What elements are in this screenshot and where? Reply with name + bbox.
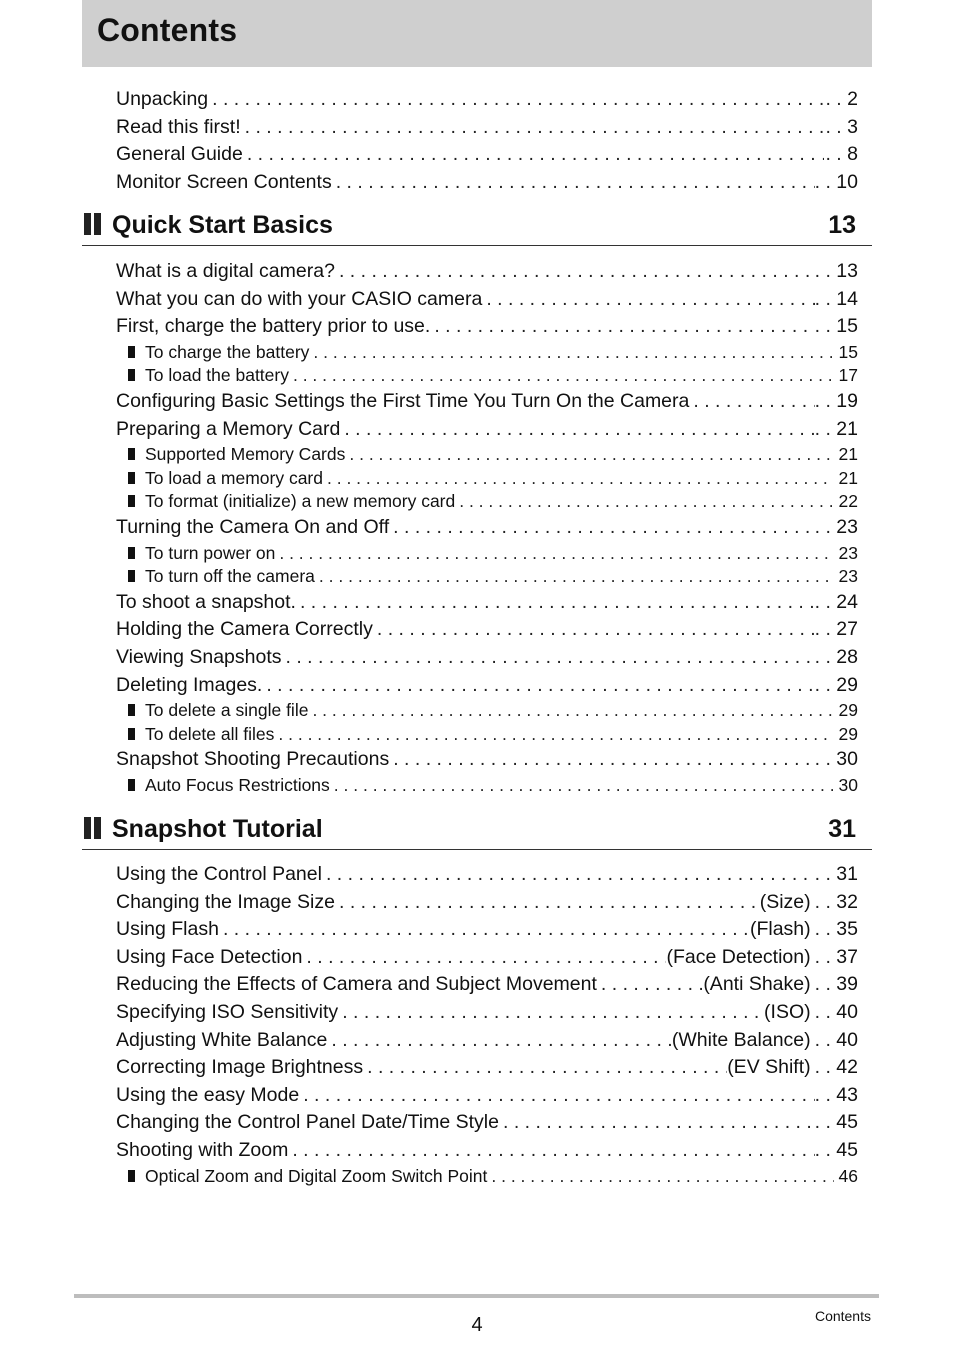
footer-section-label: Contents bbox=[814, 1308, 871, 1324]
toc-entry-title: Optical Zoom and Digital Zoom Switch Point bbox=[145, 1165, 488, 1186]
toc-entry-title: To shoot a snapshot. bbox=[116, 590, 296, 613]
section-header-quick-start-basics[interactable] bbox=[82, 211, 872, 246]
toc-entry-page: . . 29 bbox=[815, 672, 858, 700]
toc-entry-page: . . 15 bbox=[815, 313, 858, 341]
bullet-icon bbox=[128, 570, 135, 582]
toc-entry-note: (Face Detection) bbox=[666, 945, 811, 968]
toc-entry-note: (Size) bbox=[759, 890, 811, 913]
toc-entry-page: 21 bbox=[838, 467, 858, 488]
toc-entry-title: Specifying ISO Sensitivity bbox=[116, 1000, 339, 1023]
toc-entry-title: To delete all files bbox=[145, 723, 275, 744]
toc-entry[interactable] bbox=[116, 999, 858, 1027]
bullet-icon bbox=[128, 1170, 135, 1182]
dot-leader bbox=[487, 1165, 834, 1189]
toc-entry-title: Changing the Image Size bbox=[116, 890, 335, 913]
snapshot-tutorial-toc-list bbox=[116, 861, 858, 1188]
toc-entry-page: . . 32 bbox=[815, 889, 858, 917]
bullet-icon bbox=[128, 779, 135, 791]
toc-entry[interactable] bbox=[116, 1137, 858, 1165]
section-title: Quick Start Basics bbox=[112, 211, 333, 239]
section-marker-icon bbox=[84, 817, 102, 839]
dot-leader bbox=[389, 746, 814, 774]
intro-toc-list bbox=[116, 86, 858, 196]
toc-entry[interactable] bbox=[116, 514, 858, 542]
toc-entry-title: Auto Focus Restrictions bbox=[145, 774, 330, 795]
footer-page-number: 4 bbox=[471, 1314, 483, 1336]
toc-entry[interactable] bbox=[116, 589, 858, 617]
toc-entry-page: . . 31 bbox=[815, 861, 858, 889]
toc-entry-note: (ISO) bbox=[764, 1000, 811, 1023]
dot-leader bbox=[345, 443, 834, 467]
toc-entry-title: To format (initialize) a new memory card bbox=[145, 491, 456, 512]
toc-entry[interactable] bbox=[116, 169, 858, 197]
bullet-icon bbox=[128, 369, 135, 381]
toc-entry[interactable] bbox=[116, 416, 858, 444]
toc-entry-page: . . 35 bbox=[815, 916, 858, 944]
toc-entry-title: To load the battery bbox=[145, 365, 289, 386]
toc-entry-title: To turn power on bbox=[145, 542, 276, 563]
toc-entry-title: What you can do with your CASIO camera bbox=[116, 287, 483, 310]
toc-entry-title: Correcting Image Brightness bbox=[116, 1056, 364, 1079]
toc-entry-page: 22 bbox=[838, 491, 858, 512]
toc-entry[interactable] bbox=[116, 889, 858, 917]
toc-entry-note: (Anti Shake) bbox=[703, 973, 811, 996]
dot-leader bbox=[296, 589, 815, 617]
dot-leader bbox=[275, 542, 834, 566]
toc-entry-page: 29 bbox=[838, 700, 858, 721]
toc-entry[interactable] bbox=[116, 672, 858, 700]
toc-entry-page: 23 bbox=[838, 542, 858, 563]
section-title: Snapshot Tutorial bbox=[112, 815, 323, 843]
dot-leader bbox=[274, 723, 834, 747]
toc-entry-title: Preparing a Memory Card bbox=[116, 417, 341, 440]
toc-entry-page: . . 28 bbox=[815, 644, 858, 672]
toc-entry[interactable] bbox=[116, 114, 858, 142]
toc-entry[interactable] bbox=[116, 258, 858, 286]
toc-entry[interactable] bbox=[116, 313, 858, 341]
toc-entry[interactable] bbox=[116, 86, 858, 114]
bullet-icon bbox=[128, 547, 135, 559]
toc-entry-page: 29 bbox=[838, 723, 858, 744]
toc-entry[interactable] bbox=[116, 944, 858, 972]
toc-entry[interactable] bbox=[116, 1027, 858, 1055]
toc-entry-title: Using Face Detection bbox=[116, 945, 303, 968]
toc-entry-page: . . 23 bbox=[815, 514, 858, 542]
dot-leader bbox=[335, 258, 815, 286]
toc-entry-page: . . 40 bbox=[815, 999, 858, 1027]
section-page-number: 13 bbox=[828, 211, 856, 239]
dot-leader bbox=[241, 114, 824, 142]
toc-entry-page: . . 24 bbox=[815, 589, 858, 617]
dot-leader bbox=[315, 565, 834, 589]
toc-entry-title: First, charge the battery prior to use. bbox=[116, 315, 431, 338]
toc-entry-page: 17 bbox=[838, 365, 858, 386]
dot-leader bbox=[288, 1137, 814, 1165]
toc-entry-page: . . 45 bbox=[815, 1137, 858, 1165]
toc-entry[interactable] bbox=[116, 971, 858, 999]
dot-leader bbox=[219, 916, 750, 944]
dot-leader bbox=[340, 416, 814, 444]
toc-entry-page: . . 10 bbox=[815, 169, 858, 197]
dot-leader bbox=[323, 467, 834, 491]
bullet-icon bbox=[128, 728, 135, 740]
toc-entry-page: . . 21 bbox=[815, 416, 858, 444]
toc-entry-title: Monitor Screen Contents bbox=[116, 170, 332, 193]
toc-entry-title: To delete a single file bbox=[145, 700, 309, 721]
toc-entry-title: Unpacking bbox=[116, 88, 209, 110]
dot-leader bbox=[302, 944, 666, 972]
bullet-icon bbox=[128, 472, 135, 484]
toc-entry-title: Viewing Snapshots bbox=[116, 645, 282, 668]
toc-entry[interactable] bbox=[116, 861, 858, 889]
toc-subentry[interactable] bbox=[116, 443, 858, 467]
toc-subentry[interactable] bbox=[116, 1165, 858, 1189]
toc-entry-title: Supported Memory Cards bbox=[145, 444, 346, 465]
bullet-icon bbox=[128, 346, 135, 358]
toc-entry-page: . . 39 bbox=[815, 971, 858, 999]
toc-entry-page: . . 45 bbox=[815, 1109, 858, 1137]
toc-entry-page: . . 40 bbox=[815, 1027, 858, 1055]
dot-leader bbox=[335, 889, 760, 917]
dot-leader bbox=[455, 490, 834, 514]
dot-leader bbox=[689, 388, 814, 416]
toc-entry-page: . . 30 bbox=[815, 746, 858, 774]
toc-entry[interactable] bbox=[116, 616, 858, 644]
toc-entry-page: 15 bbox=[838, 341, 858, 362]
bullet-icon bbox=[128, 704, 135, 716]
toc-subentry[interactable] bbox=[116, 341, 858, 365]
toc-entry-title: To turn off the camera bbox=[145, 566, 315, 587]
dot-leader bbox=[282, 644, 815, 672]
toc-subentry[interactable] bbox=[116, 364, 858, 388]
dot-leader bbox=[299, 1082, 814, 1110]
toc-entry[interactable] bbox=[116, 1109, 858, 1137]
section-header-snapshot-tutorial[interactable] bbox=[82, 815, 872, 850]
toc-entry-title: Read this first! bbox=[116, 115, 241, 138]
dot-leader bbox=[327, 1027, 672, 1055]
toc-entry-title: Deleting Images. bbox=[116, 673, 263, 696]
toc-entry-title: What is a digital camera? bbox=[116, 260, 335, 282]
toc-entry[interactable] bbox=[116, 1054, 858, 1082]
toc-entry-page: 23 bbox=[838, 566, 858, 587]
dot-leader bbox=[243, 141, 824, 169]
toc-entry-title: Using Flash bbox=[116, 918, 219, 941]
toc-entry[interactable] bbox=[116, 746, 858, 774]
toc-entry-page: . . 8 bbox=[824, 141, 858, 169]
toc-entry-title: Shooting with Zoom bbox=[116, 1138, 289, 1161]
dot-leader bbox=[597, 971, 703, 999]
toc-entry-note: (White Balance) bbox=[671, 1028, 811, 1051]
footer-divider bbox=[74, 1294, 879, 1298]
quick-start-basics-toc-list bbox=[116, 258, 858, 797]
dot-leader bbox=[208, 86, 824, 114]
dot-leader bbox=[373, 616, 815, 644]
toc-subentry[interactable] bbox=[116, 490, 858, 514]
bullet-icon bbox=[128, 495, 135, 507]
toc-entry-page: . . 27 bbox=[815, 616, 858, 644]
dot-leader bbox=[363, 1054, 727, 1082]
toc-entry-title: General Guide bbox=[116, 143, 243, 166]
dot-leader bbox=[289, 364, 834, 388]
toc-entry-page: 46 bbox=[838, 1165, 858, 1186]
page-title: Contents bbox=[97, 12, 238, 48]
toc-entry-title: To load a memory card bbox=[145, 467, 323, 488]
toc-entry[interactable] bbox=[116, 286, 858, 314]
toc-entry-page: . . 42 bbox=[815, 1054, 858, 1082]
toc-entry-page: . . 13 bbox=[815, 258, 858, 286]
dot-leader bbox=[332, 169, 815, 197]
dot-leader bbox=[338, 999, 764, 1027]
toc-entry-title: Turning the Camera On and Off bbox=[116, 515, 390, 538]
toc-entry-page: . . 43 bbox=[815, 1082, 858, 1110]
dot-leader bbox=[482, 286, 814, 314]
page-title-bar bbox=[82, 0, 872, 67]
toc-entry-title: Adjusting White Balance bbox=[116, 1028, 328, 1051]
toc-entry-page: 21 bbox=[838, 444, 858, 465]
toc-subentry[interactable] bbox=[116, 467, 858, 491]
toc-entry[interactable] bbox=[116, 916, 858, 944]
toc-subentry[interactable] bbox=[116, 774, 858, 798]
dot-leader bbox=[430, 313, 814, 341]
toc-entry[interactable] bbox=[116, 1082, 858, 1110]
toc-entry-page: . . 19 bbox=[815, 388, 858, 416]
dot-leader bbox=[322, 861, 815, 889]
toc-entry-page: . . 37 bbox=[815, 944, 858, 972]
toc-entry-page: . . 3 bbox=[824, 114, 858, 142]
toc-entry-title: Using the easy Mode bbox=[116, 1083, 300, 1106]
dot-leader bbox=[309, 341, 834, 365]
toc-subentry[interactable] bbox=[116, 542, 858, 566]
toc-entry-note: (Flash) bbox=[749, 918, 811, 941]
toc-entry-title: Holding the Camera Correctly bbox=[116, 618, 373, 641]
toc-entry-title: Reducing the Effects of Camera and Subject Movement bbox=[116, 973, 597, 996]
toc-entry[interactable] bbox=[116, 388, 858, 416]
dot-leader bbox=[262, 672, 814, 700]
toc-entry[interactable] bbox=[116, 644, 858, 672]
toc-entry-title: Using the Control Panel bbox=[116, 863, 322, 885]
toc-entry-title: To charge the battery bbox=[145, 341, 310, 362]
toc-entry-title: Configuring Basic Settings the First Time You Turn On the Camera bbox=[116, 389, 690, 412]
dot-leader bbox=[389, 514, 814, 542]
toc-entry[interactable] bbox=[116, 141, 858, 169]
toc-subentry[interactable] bbox=[116, 699, 858, 723]
dot-leader bbox=[330, 774, 834, 798]
dot-leader bbox=[499, 1109, 815, 1137]
bullet-icon bbox=[128, 448, 135, 460]
toc-entry-title: Changing the Control Panel Date/Time Style bbox=[116, 1111, 499, 1134]
section-page-number: 31 bbox=[828, 815, 856, 843]
toc-entry-page: . . 14 bbox=[815, 286, 858, 314]
toc-entry-page: 30 bbox=[838, 774, 858, 795]
section-marker-icon bbox=[84, 213, 102, 235]
toc-subentry[interactable] bbox=[116, 565, 858, 589]
toc-entry-title: Snapshot Shooting Precautions bbox=[116, 748, 390, 771]
toc-subentry[interactable] bbox=[116, 723, 858, 747]
toc-entry-note: (EV Shift) bbox=[727, 1056, 811, 1079]
toc-entry-page: . . 2 bbox=[824, 86, 858, 114]
dot-leader bbox=[308, 699, 834, 723]
